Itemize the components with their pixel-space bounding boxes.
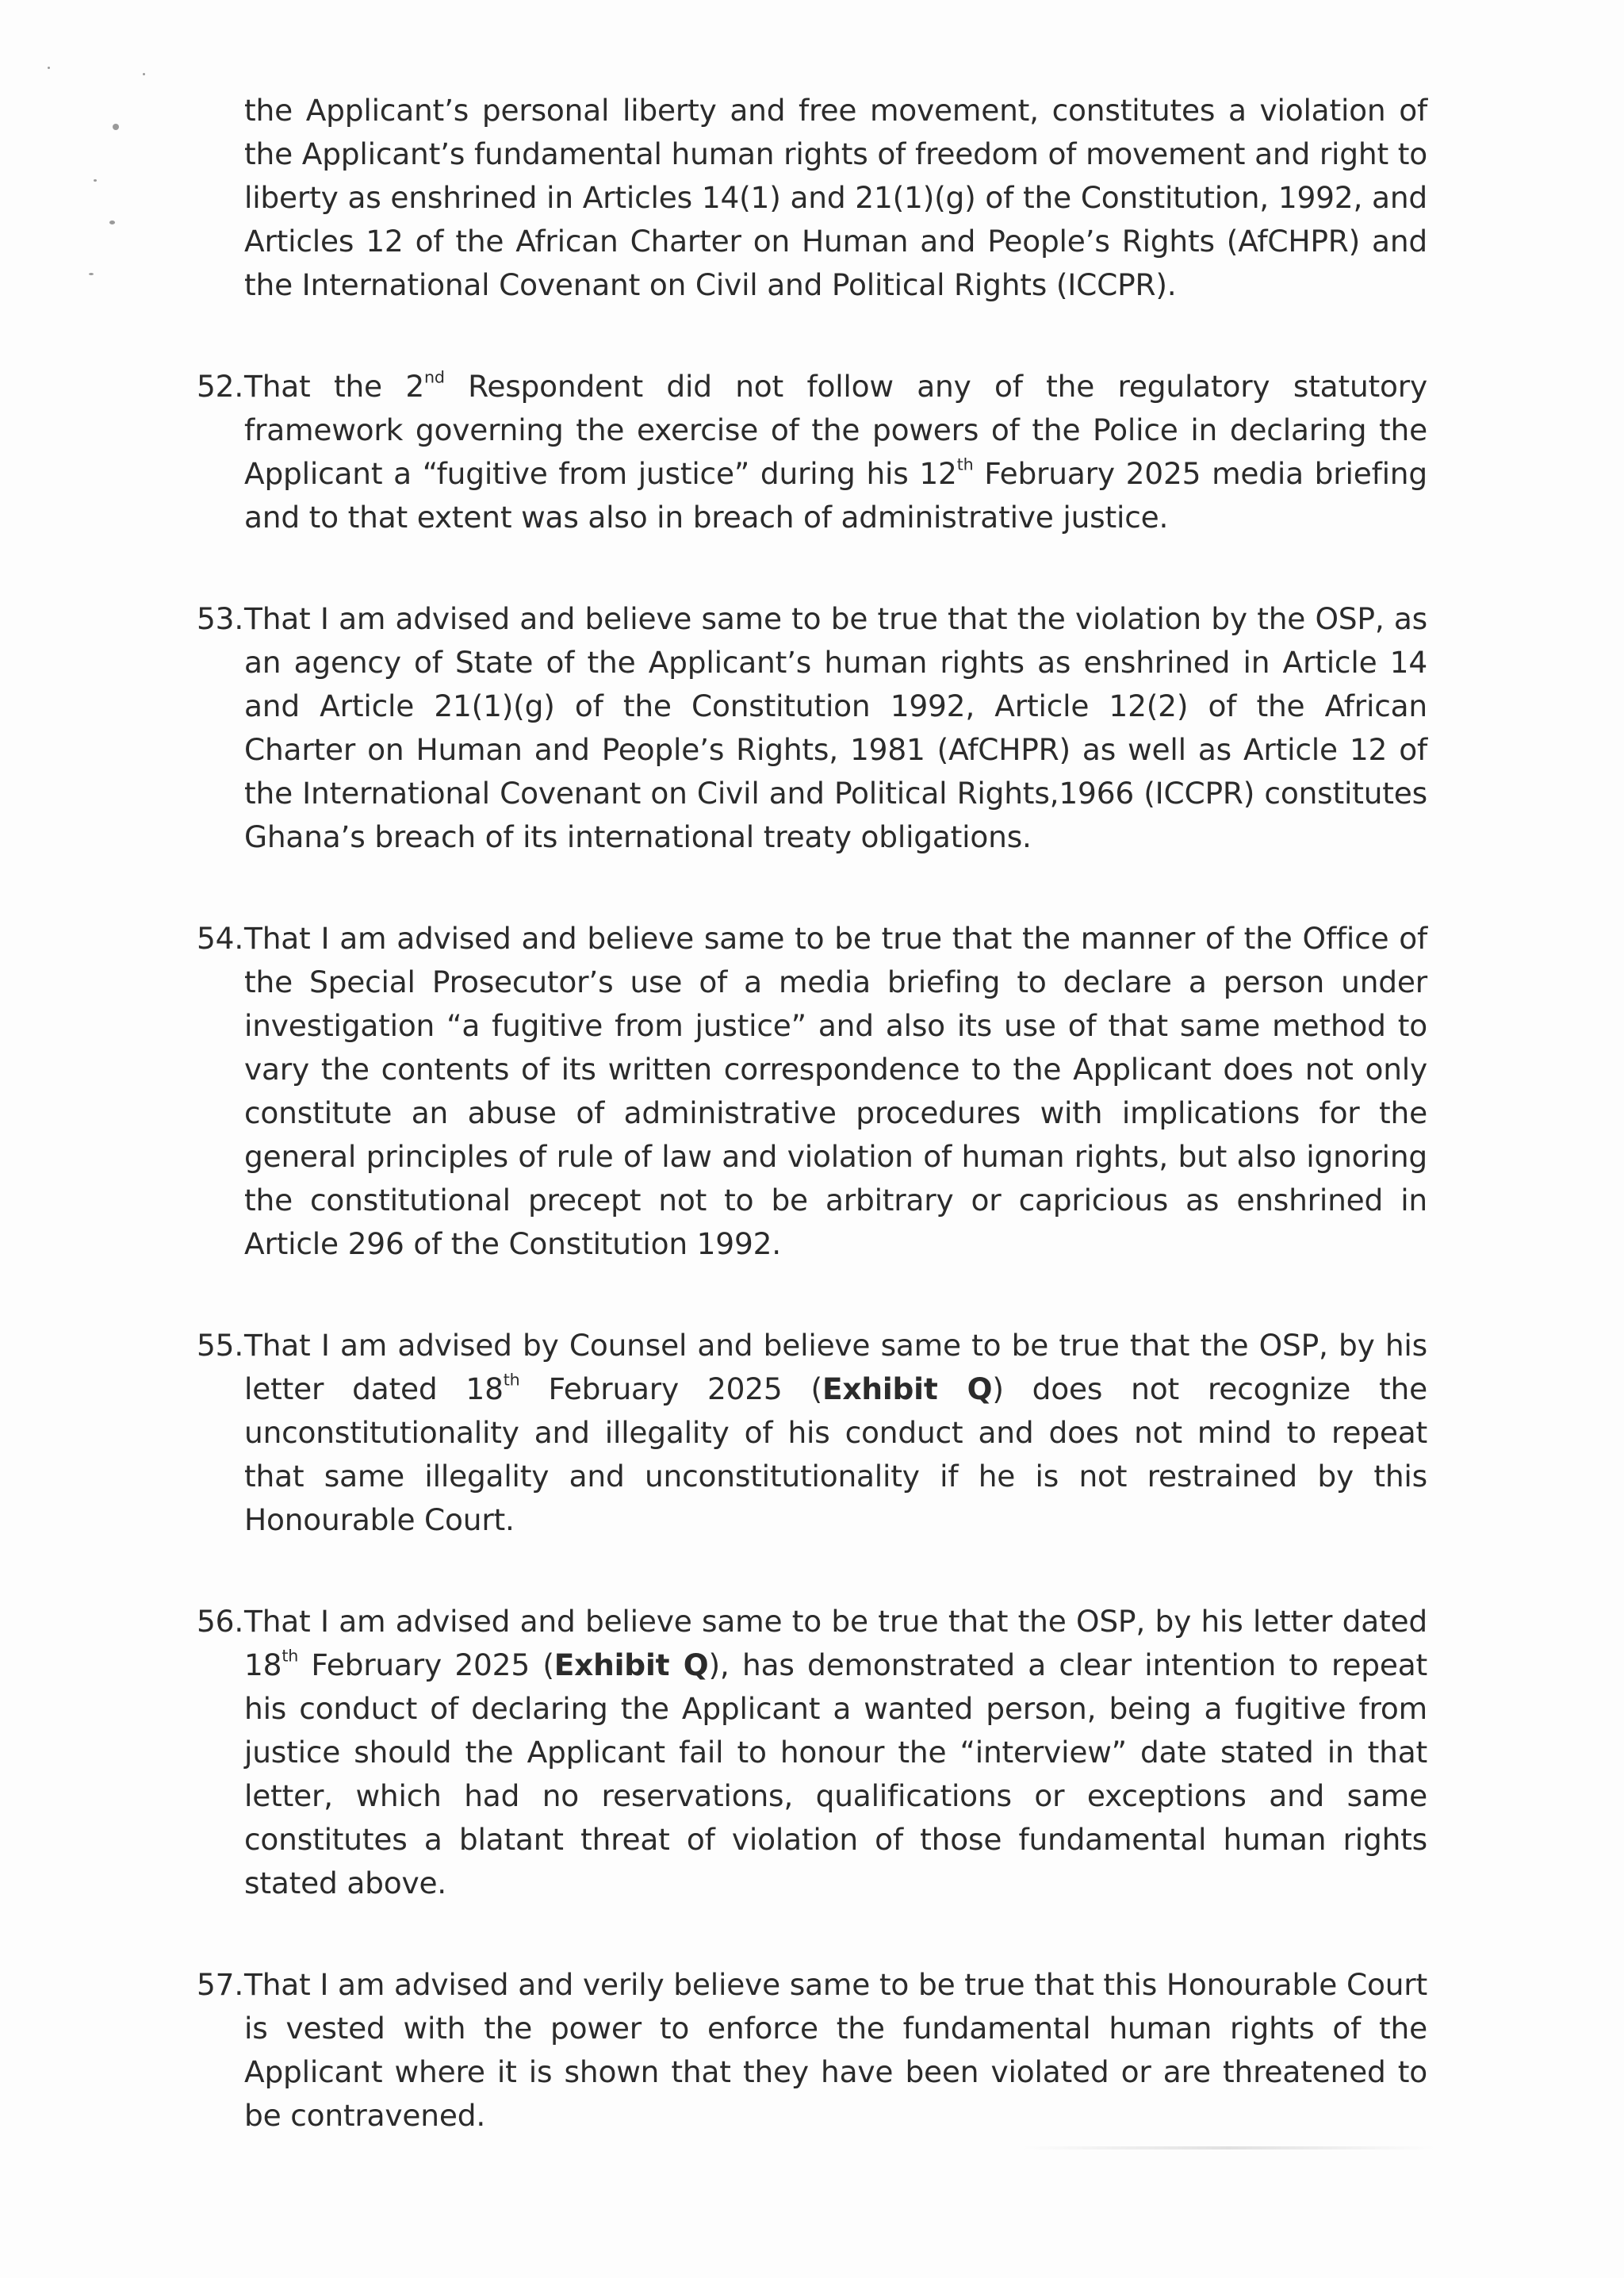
paragraph-text (244, 1600, 1427, 1905)
scan-speck (48, 67, 50, 69)
paragraph-text: the Applicant’s personal liberty and free movement, constitutes a violation of the Applicant’s fundamental human rights of freedom of movement and right to liberty as enshrined in Articles 14(1) and 21(1)(g) of the Constitution, 1992, and Articles 12 of the African Charter on Human and People’s Rights (AfCHPR) and the International Covenant on Civil and Political Rights (ICCPR). (244, 93, 1427, 302)
paragraph-55 (197, 1324, 1427, 1542)
text-run: That I am advised by Counsel and believe same to be true that the OSP, by his letter dated 18 (244, 1328, 1427, 1406)
paragraph-text: That I am advised and verily believe same to be true that this Honourable Court is vested with the power to enforce the fundamental human rights of the Applicant where it is shown that they have been violated or are threatened to be contravened. (244, 1967, 1427, 2133)
paragraph-number: 52. (197, 369, 244, 404)
exhibit-reference: Exhibit Q (553, 1647, 709, 1682)
text-run: ) does not recognize the unconstitutionality and illegality of his conduct and does not mind to repeat that same illegality and unconstitutionality if he is not restrained by this Honourable Court. (244, 1371, 1427, 1537)
paragraph-text: That I am advised and believe same to be true that the manner of the Office of the Special Prosecutor’s use of a media briefing to declare a person under investigation “a fugitive from justice” and also its use of that same method to vary the contents of its written correspondence to the Applicant does not only constitute an abuse of administrative procedures with implications for the general principles of rule of law and violation of human rights, but also ignoring the constitutional precept not to be arbitrary or capricious as enshrined in Article 296 of the Constitution 1992. (244, 921, 1427, 1261)
scan-speck (94, 179, 97, 182)
document-body (197, 89, 1427, 2138)
paragraph-51-continuation (197, 89, 1427, 307)
paragraph-text: That I am advised and believe same to be true that the violation by the OSP, as an agency of State of the Applicant’s human rights as enshrined in Article 14 and Article 21(1)(g) of the Constitution 1992, Article 12(2) of the African Charter on Human and People’s Rights, 1981 (AfCHPR) as well as Article 12 of the International Covenant on Civil and Political Rights,1966 (ICCPR) constitutes Ghana’s breach of its international treaty obligations. (244, 601, 1427, 854)
scan-speck (109, 221, 115, 224)
paragraph-text (244, 365, 1427, 539)
text-run: February 2025 media briefing and to that extent was also in breach of administrative justice. (244, 456, 1427, 535)
scan-shadow (1023, 2146, 1435, 2150)
ordinal-suffix: th (956, 454, 974, 474)
paragraph-54 (197, 917, 1427, 1266)
text-run: February 2025 ( (519, 1371, 822, 1406)
paragraph-number: 55. (197, 1328, 244, 1363)
text-run: February 2025 ( (298, 1647, 554, 1682)
text-run: That I am advised and believe same to be true that the OSP, by his letter dated 18 (244, 1604, 1427, 1682)
text-run: Respondent did not follow any of the regulatory statutory framework governing the exercise of the powers of the Police in declaring the Applicant a “fugitive from justice” during his 12 (244, 369, 1427, 491)
exhibit-reference: Exhibit Q (822, 1371, 993, 1406)
paragraph-text (244, 1324, 1427, 1542)
scan-speck (143, 73, 145, 75)
paragraph-number: 54. (197, 921, 244, 956)
paragraph-52 (197, 365, 1427, 539)
scan-speck (89, 273, 94, 275)
ordinal-suffix: th (282, 1646, 299, 1666)
paragraph-number: 53. (197, 601, 244, 636)
text-run: ), has demonstrated a clear intention to repeat his conduct of declaring the Applicant a wanted person, being a fugitive from justice should the Applicant fail to honour the “interview” date stated in that letter, which had no reservations, qualifications or exceptions and same constitutes a blatant threat of violation of those fundamental human rights stated above. (244, 1647, 1427, 1900)
paragraph-56 (197, 1600, 1427, 1905)
ordinal-suffix: th (503, 1370, 520, 1390)
ordinal-suffix: nd (423, 367, 445, 387)
paragraph-53 (197, 597, 1427, 859)
paragraph-number: 56. (197, 1604, 244, 1639)
scan-speck (113, 124, 119, 130)
text-run: That the 2 (244, 369, 424, 404)
paragraph-57 (197, 1963, 1427, 2138)
paragraph-number: 57. (197, 1967, 244, 2002)
